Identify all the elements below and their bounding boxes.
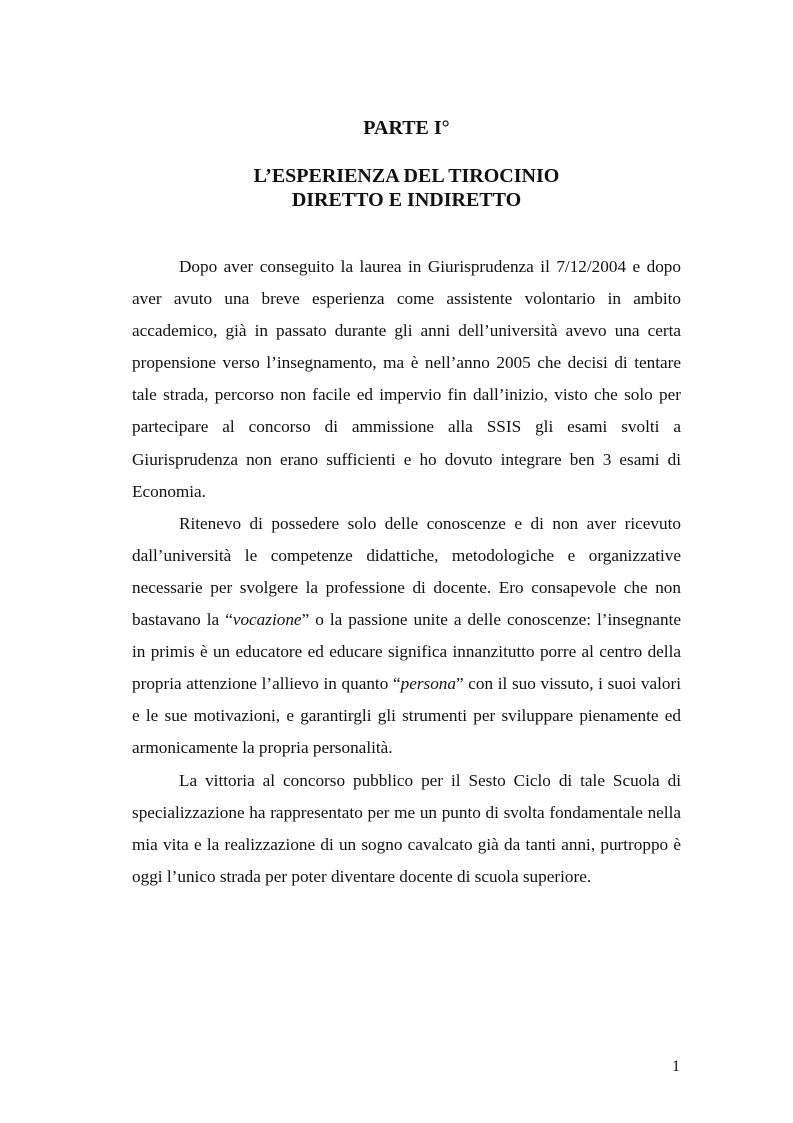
body-text [132,251,681,893]
emphasis-persona: persona [400,674,456,694]
part-title: PARTE I° [363,117,450,139]
paragraph-2-part-3: ” con il suo vissuto, i suoi valori e le sue motivazioni, e garantirgli gli strumenti per sviluppare pienamente ed armonicamente la propria personalità. [132,674,681,758]
paragraph-2 [132,508,681,765]
page-number: 1 [672,1058,680,1075]
paragraph-2-part-2: ” o la passione unite a delle conoscenze: l’insegnante in primis è un educatore ed educare significa innanzitutto porre al centro della propria attenzione l’allievo in quanto “ [132,610,681,694]
chapter-title-line-2: DIRETTO E INDIRETTO [291,189,522,211]
chapter-title-line-1: L’ESPERIENZA DEL TIROCINIO [253,165,560,187]
paragraph-1: Dopo aver conseguito la laurea in Giurisprudenza il 7/12/2004 e dopo aver avuto una breve esperienza come assistente volontario in ambito accademico, già in passato durante gli anni dell’università avevo una certa propensione verso l’insegnamento, ma è nell’anno 2005 che decisi di tentare tale strada, percorso non facile ed impervio fin dall’inizio, visto che solo per partecipare al concorso di ammissione alla SSIS gli esami svolti a Giurisprudenza non erano sufficienti e ho dovuto integrare ben 3 esami di Economia. [132,257,681,501]
emphasis-vocazione: vocazione [232,610,302,630]
paragraph-2-part-1: Ritenevo di possedere solo delle conoscenze e di non aver ricevuto dall’università le competenze didattiche, metodologiche e organizzative necessarie per svolgere la professione di docente. Ero consapevole che non bastavano la “ [132,513,681,630]
chapter-title [0,164,793,212]
paragraph-3: La vittoria al concorso pubblico per il Sesto Ciclo di tale Scuola di specializzazione ha rappresentato per me un punto di svolta fondamentale nella mia vita e la realizzazione di un sogno cavalcato già da tanti anni, purtroppo è oggi l’unico strada per poter diventare docente di scuola superiore. [132,770,681,886]
